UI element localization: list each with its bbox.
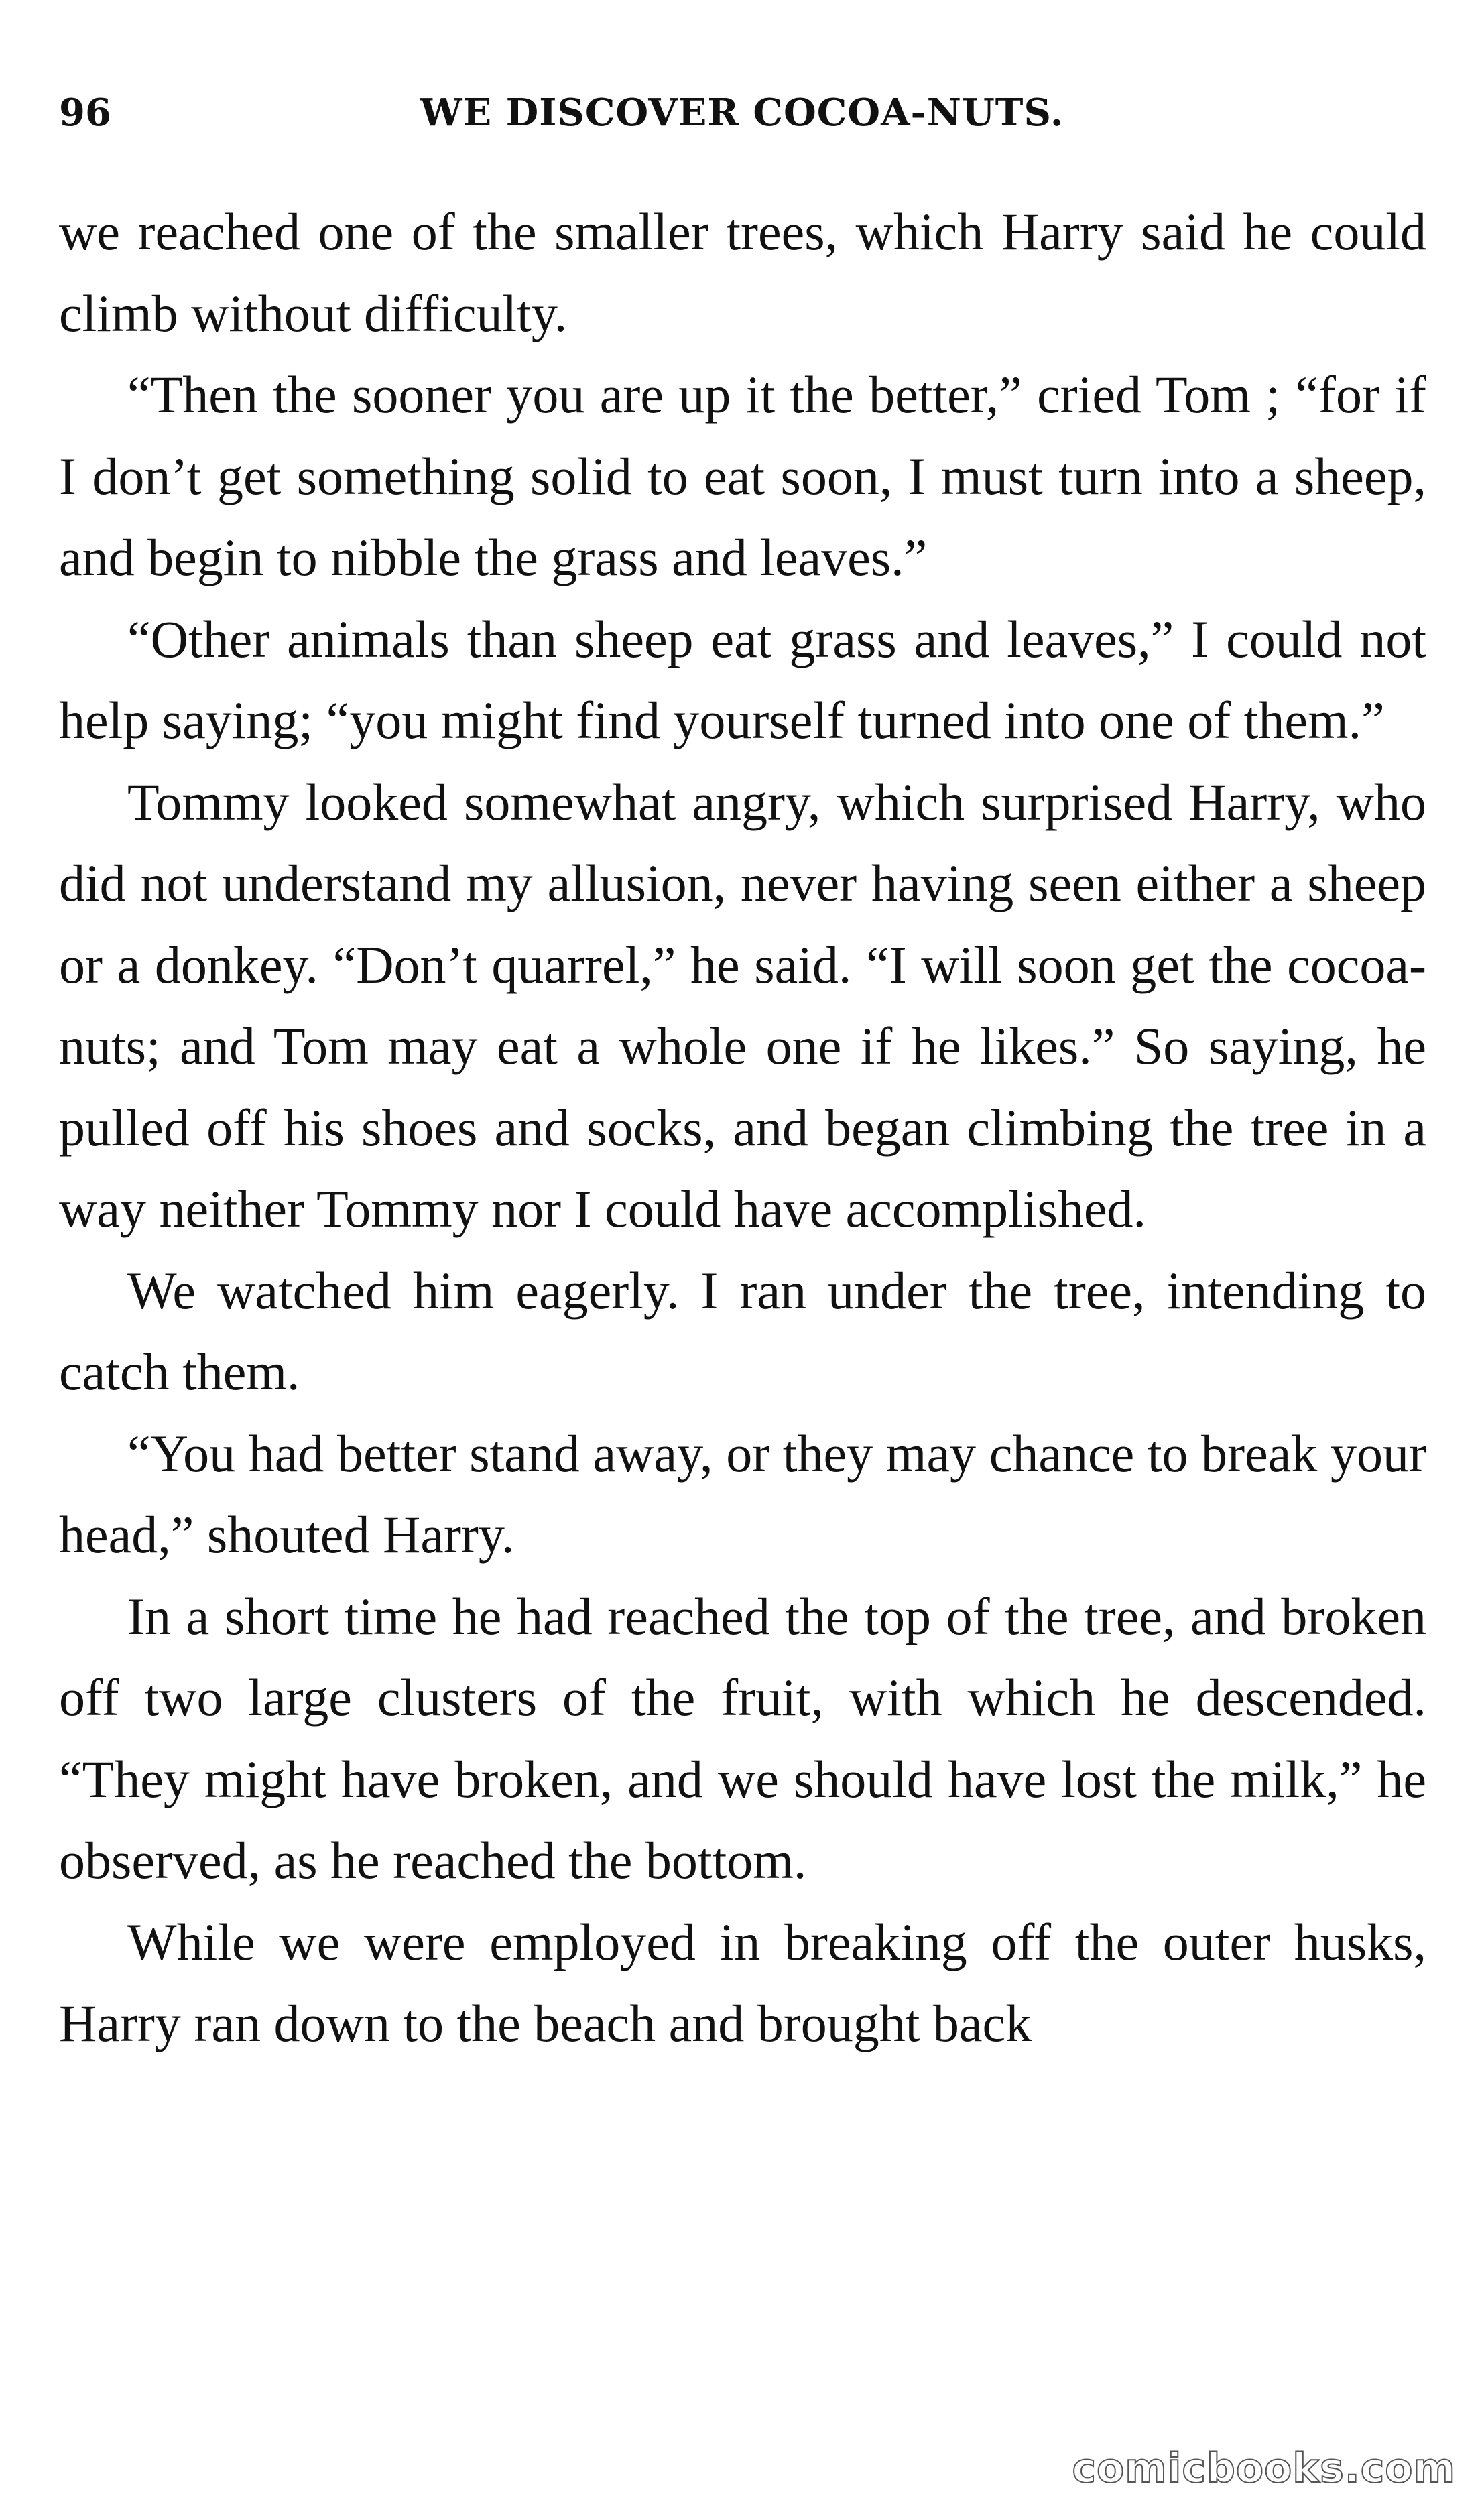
paragraph: Tommy looked somewhat angry, which surprised Harry, who did not understand my allusion, never having seen either a sheep or a donkey. “Don’t quarrel,” he said. “I will soon get the cocoa-nuts; and Tom may eat a whole one if he likes.” So saying, he pulled off his shoes and socks, and began climbing the tree in a way neither Tommy nor I could have accomplished.	[59, 772, 1426, 1238]
body-text	[59, 191, 1426, 2064]
paragraph-continuation: we reached one of the smaller trees, which Harry said he could climb without difficulty.	[59, 202, 1426, 342]
paragraph: “Then the sooner you are up it the better,” cried Tom ; “for if I don’t get something solid to eat soon, I must turn into a sheep, and begin to nibble the grass and leaves.”	[59, 365, 1426, 586]
running-head: WE DISCOVER COCOA-NUTS.	[420, 90, 1064, 135]
paragraph: While we were employed in breaking off the outer husks, Harry ran down to the beach and brought back	[59, 1912, 1426, 2052]
paragraph: “You had better stand away, or they may chance to break your head,” shouted Harry.	[59, 1424, 1426, 1564]
page-number: 96	[59, 90, 111, 135]
watermark: comicbooks.com	[1072, 2445, 1456, 2492]
paragraph: “Other animals than sheep eat grass and leaves,” I could not help saying; “you might find yourself turned into one of them.”	[59, 609, 1426, 749]
page-header	[59, 86, 1425, 139]
paragraph: In a short time he had reached the top of the tree, and broken off two large clusters of the fruit, with which he descended. “They might have broken, and we should have lost the milk,” he observed, as he reached the bottom.	[59, 1586, 1426, 1889]
paragraph: We watched him eagerly. I ran under the tree, intending to catch them.	[59, 1261, 1426, 1401]
